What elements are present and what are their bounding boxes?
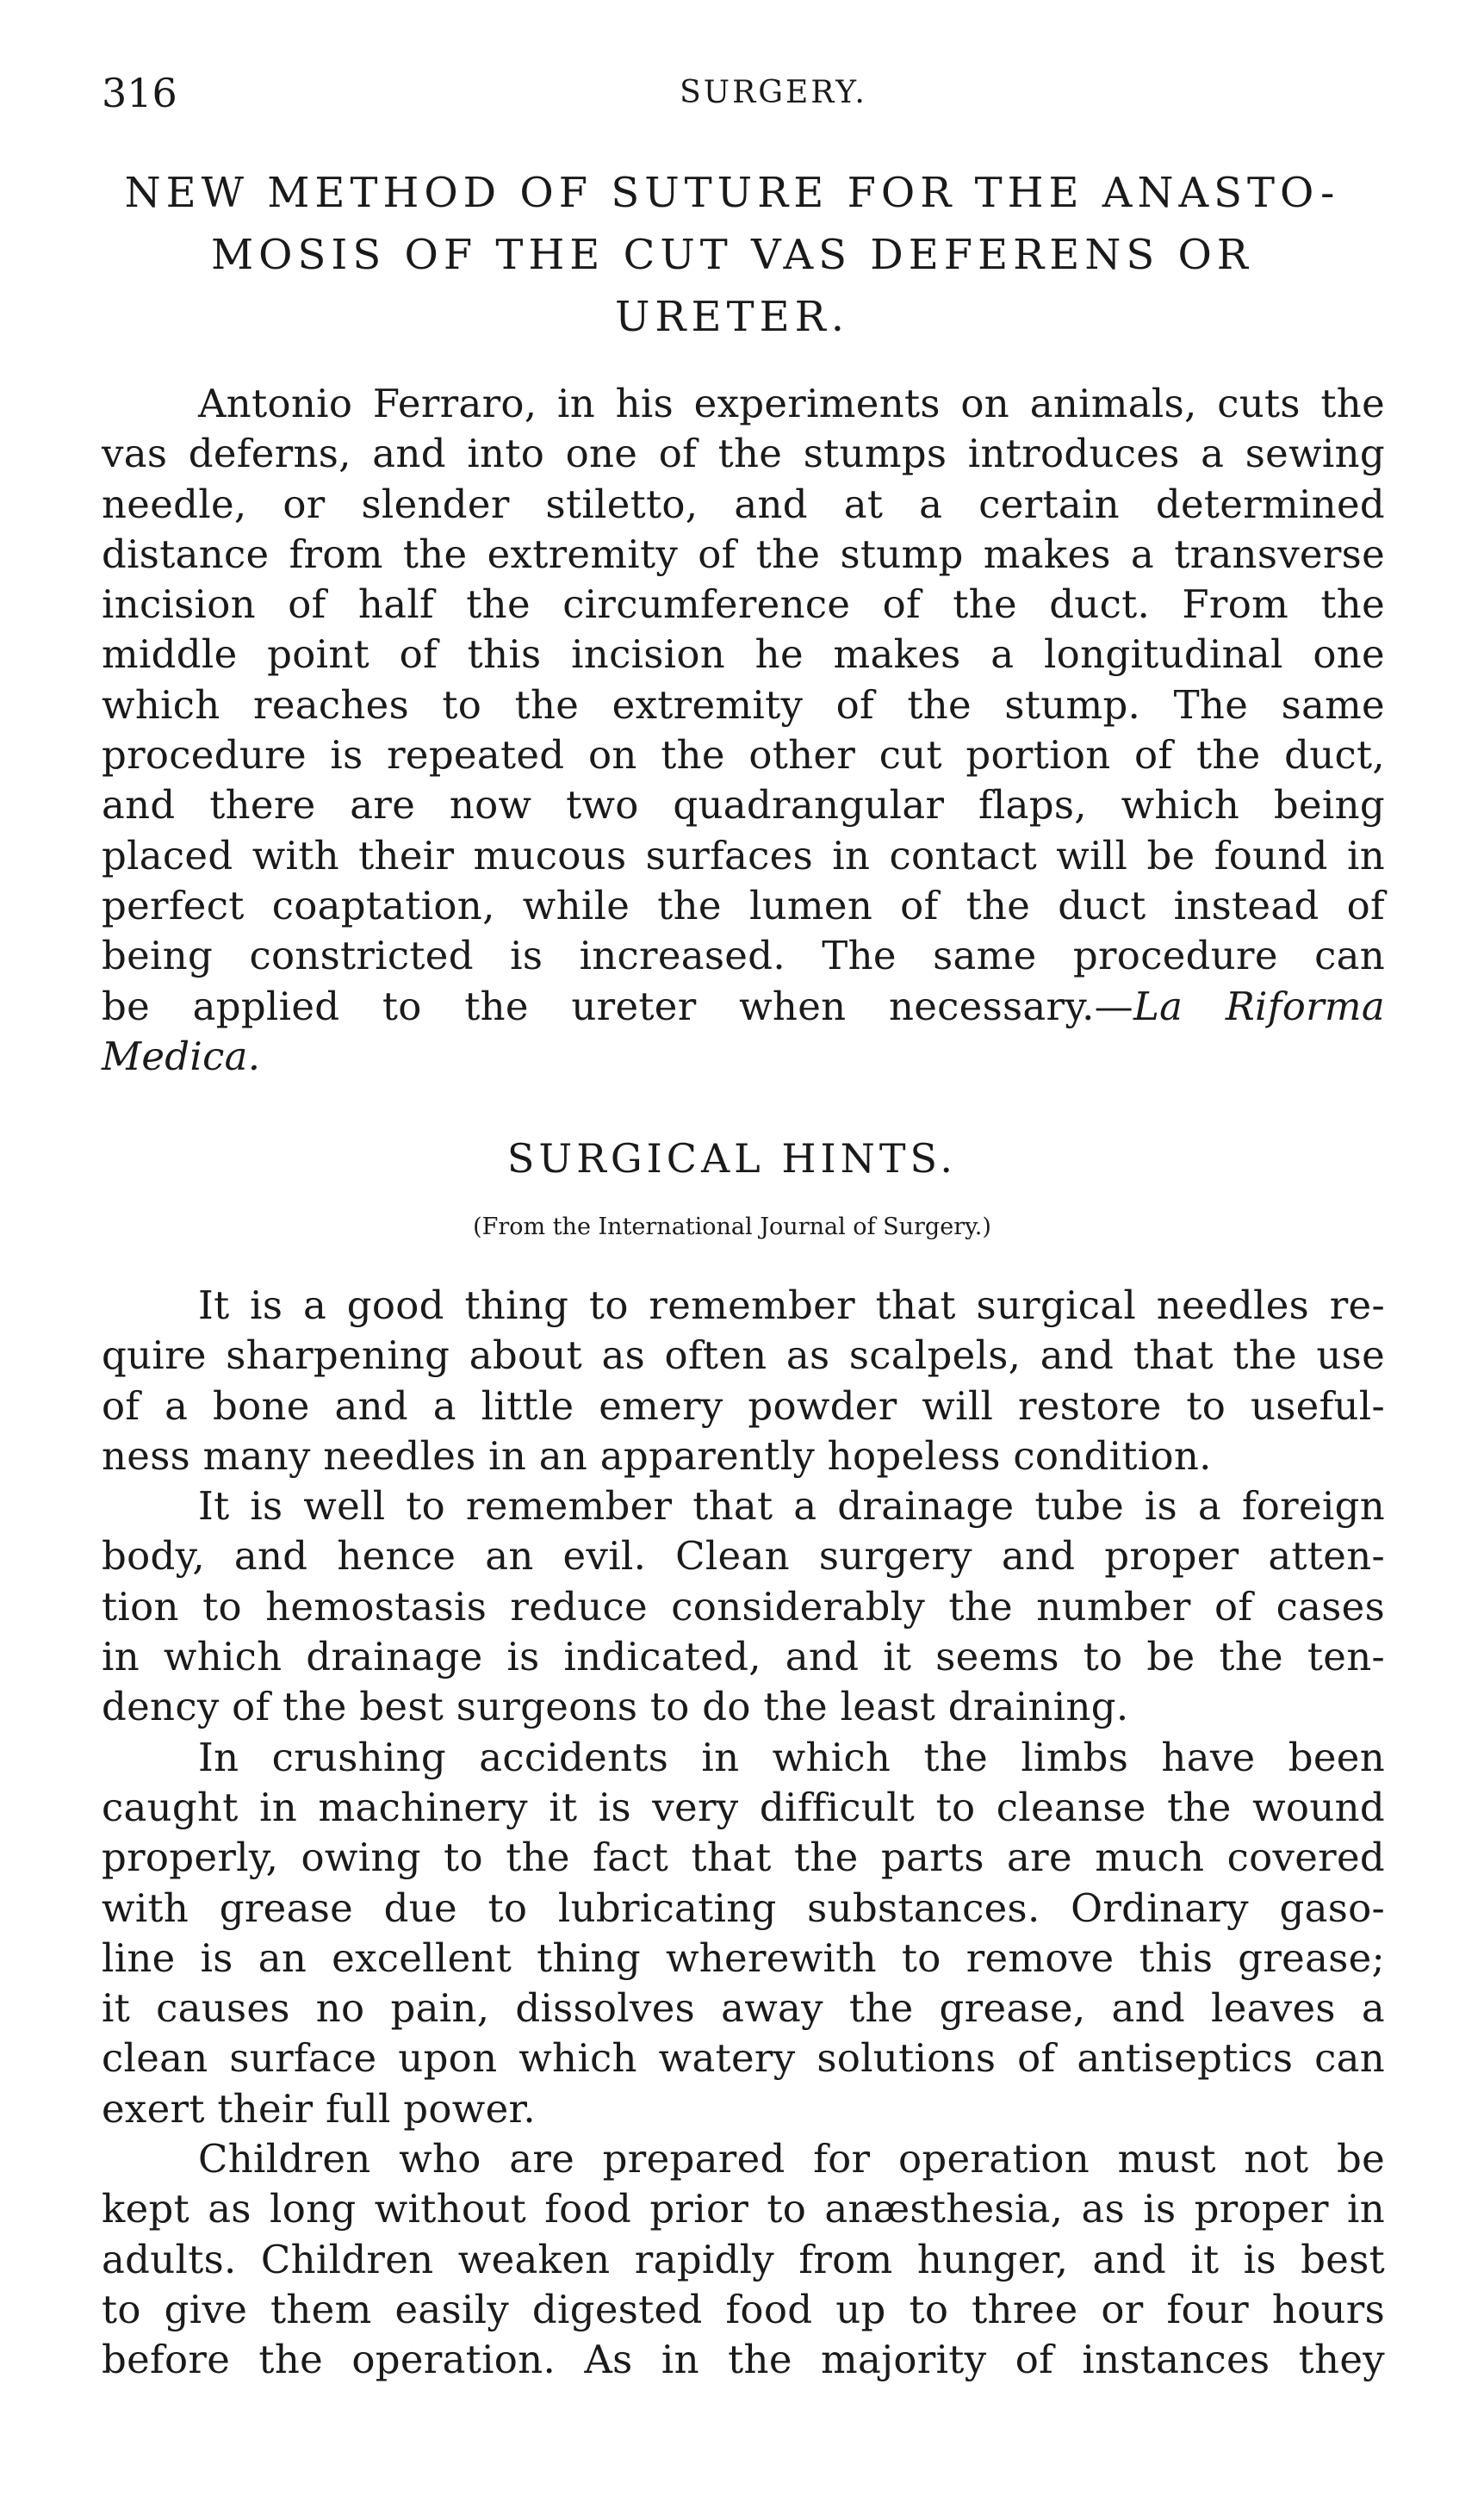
article-title (86, 162, 1378, 348)
text-line: kept as long without food prior to anæsthesia, as is proper in (102, 2186, 1385, 2232)
section-heading: SURGICAL HINTS. (506, 1135, 958, 1182)
text-line: adults. Children weaken rapidly from hunger, and it is best (102, 2236, 1385, 2282)
running-title: SURGERY. (680, 75, 867, 110)
text-line: distance from the extremity of the stump makes a transverse (102, 531, 1385, 577)
text-line: tion to hemostasis reduce considerably the number of cases (102, 1583, 1385, 1630)
article-title-line: URETER. (614, 293, 850, 341)
text-line: caught in machinery it is very difficult to cleanse the wound (102, 1784, 1385, 1830)
text-line: clean surface upon which watery solutions of antiseptics can (102, 2035, 1385, 2082)
text-line: body, and hence an evil. Clean surgery and proper atten- (102, 1533, 1385, 1580)
text-line: before the operation. As in the majority of instances they (102, 2337, 1385, 2383)
text-line: placed with their mucous surfaces in contact will be found in (102, 832, 1385, 878)
source-citation: La Riforma (1133, 983, 1385, 1029)
text-line: ness many needles in an apparently hopeless condition. (102, 1432, 1212, 1479)
text-line: It is a good thing to remember that surgical needles re- (198, 1282, 1385, 1328)
article-body (102, 379, 1385, 1082)
text-line: which reaches to the extremity of the stump. The same (102, 681, 1385, 728)
text-line: it causes no pain, dissolves away the grease, and leaves a (102, 1985, 1385, 2032)
text-line: procedure is repeated on the other cut portion of the duct, (102, 732, 1385, 779)
text-line: Children who are prepared for operation must not be (198, 2136, 1385, 2182)
source-citation-continued: Medica. (102, 1033, 261, 1079)
text-line: needle, or slender stiletto, and at a certain determined (102, 481, 1385, 527)
text-line (102, 1032, 1385, 1082)
article-title-line: MOSIS OF THE CUT VAS DEFERENS OR (211, 231, 1253, 279)
text-line: dency of the best surgeons to do the least draining. (102, 1684, 1129, 1730)
text-line: being constricted is increased. The same procedure can (102, 933, 1385, 979)
text-line: properly, owing to the fact that the parts are much covered (102, 1835, 1385, 1881)
text-line: with grease due to lubricating substances. Ordinary gaso- (102, 1884, 1385, 1931)
text-line-with-source (102, 982, 1385, 1032)
text-line: line is an excellent thing wherewith to remove this grease; (102, 1934, 1385, 1981)
text-line: to give them easily digested food up to three or four hours (102, 2286, 1385, 2332)
text-line: incision of half the circumference of the duct. From the (102, 581, 1385, 628)
text-line: Antonio Ferraro, in his experiments on animals, cuts the (198, 381, 1385, 426)
text-line: middle point of this incision he makes a longitudinal one (102, 631, 1385, 678)
text-line: in which drainage is indicated, and it seems to be the ten- (102, 1634, 1385, 1680)
text-line: and there are now two quadrangular flaps, which being (102, 782, 1385, 829)
text-line: In crushing accidents in which the limbs have been (198, 1734, 1385, 1780)
section-body (102, 1281, 1385, 2386)
text-line: exert their full power. (102, 2085, 536, 2132)
text-segment: be applied to the ureter when necessary.— (102, 983, 1133, 1029)
text-line: of a bone and a little emery powder will restore to useful- (102, 1382, 1385, 1429)
text-line: It is well to remember that a drainage tube is a foreign (198, 1483, 1385, 1530)
source-note: (From the International Journal of Surgery.) (473, 1214, 991, 1240)
running-head (102, 67, 1394, 119)
text-line: perfect coaptation, while the lumen of the duct instead of (102, 882, 1385, 928)
text-line: vas deferns, and into one of the stumps introduces a sewing (102, 431, 1385, 477)
text-line: quire sharpening about as often as scalpels, and that the use (102, 1332, 1385, 1379)
page-number: 316 (102, 70, 177, 116)
article-title-line: NEW METHOD OF SUTURE FOR THE ANASTO- (124, 169, 1340, 217)
